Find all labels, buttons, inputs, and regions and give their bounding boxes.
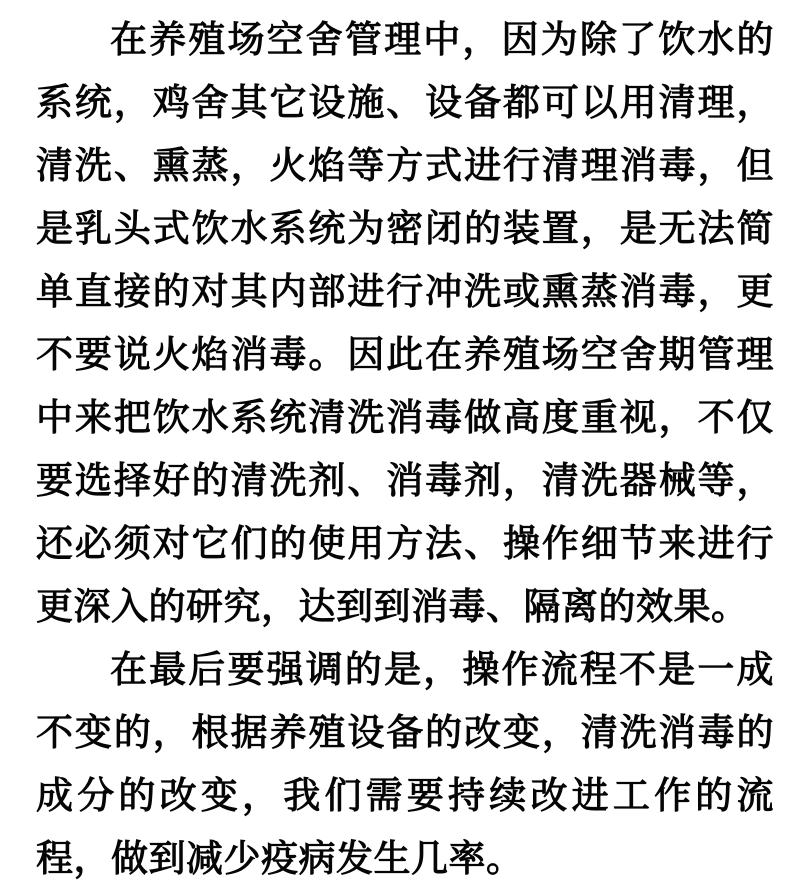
paragraph-1: 在养殖场空舍管理中，因为除了饮水的系统，鸡舍其它设施、设备都可以用清理，清洗、熏蒸，火焰等方式进行清理消毒，但是乳头式饮水系统为密闭的装置，是无法简单直接的对其内部进行冲洗或熏蒸消毒，更不要说火焰消毒。因此在养殖场空舍期管理中来把饮水系统清洗消毒做高度重视，不仅要选择好的清洗剂、消毒剂，清洗器械等，还必须对它们的使用方法、操作细节来进行更深入的研究，达到到消毒、隔离的效果。 — [36, 18, 774, 628]
paragraph-2: 在最后要强调的是，操作流程不是一成不变的，根据养殖设备的改变，清洗消毒的成分的改变，我们需要持续改进工作的流程，做到减少疫病发生几率。 — [36, 648, 774, 880]
